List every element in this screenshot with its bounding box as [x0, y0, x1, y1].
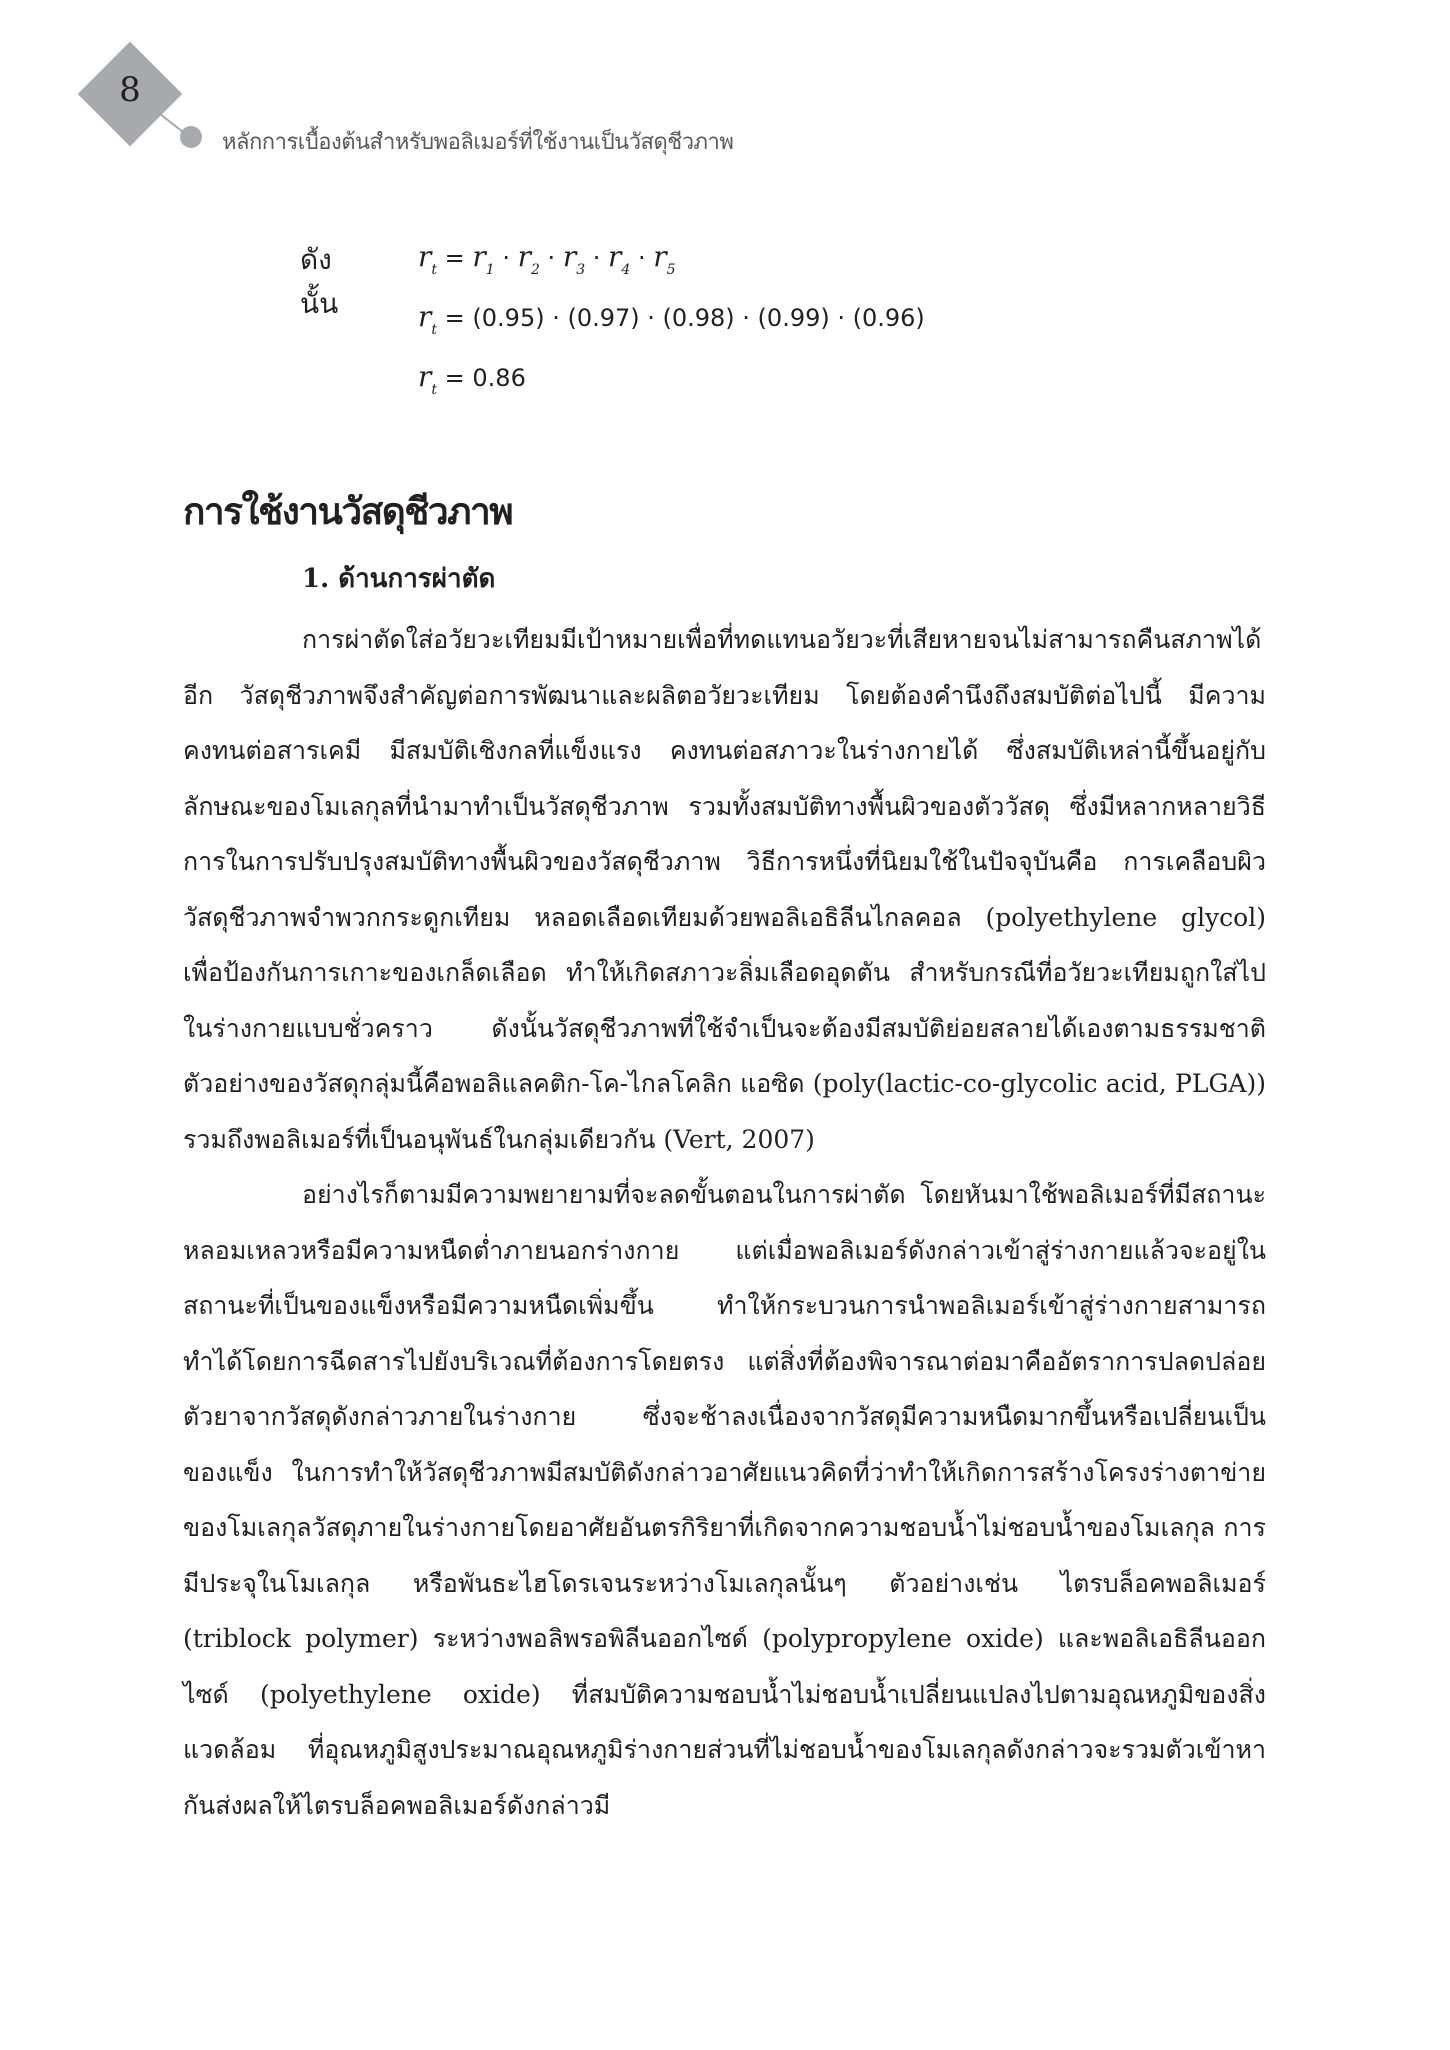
body-text — [183, 612, 1266, 1833]
formula-expression-2: $r_t = (0.95) \cdot (0.97) \cdot (0.98) \cdot (0.99) \cdot (0.96)$ — [418, 300, 925, 338]
formula-expression-1: $r_t = r_1 \cdot r_2 \cdot r_3 \cdot r_4 \cdot r_5$ — [418, 240, 676, 278]
formula-lead-word: ดังนั้น — [300, 243, 339, 320]
header-bullet-dot — [180, 126, 202, 148]
paragraph: อย่างไรก็ตามมีความพยายามที่จะลดขั้นตอนในการผ่าตัด โดยหันมาใช้พอลิเมอร์ที่มีสถานะหลอมเหลวหรือมีความหนืดต่ำภายนอกร่างกาย แต่เมื่อพอลิเมอร์ดังกล่าวเข้าสู่ร่างกายแล้วจะอยู่ในสถานะที่เป็นของแข็งหรือมีความหนืดเพิ่มขึ้น ทำให้กระบวนการนำพอลิเมอร์เข้าสู่ร่างกายสามารถทำได้โดยการฉีดสารไปยังบริเวณที่ต้องการโดยตรง แต่สิ่งที่ต้องพิจารณาต่อมาคืออัตราการปลดปล่อยตัวยาจากวัสดุดังกล่าวภายในร่างกาย ซึ่งจะช้าลงเนื่องจากวัสดุมีความหนืดมากขึ้นหรือเปลี่ยนเป็นของแข็ง ในการทำให้วัสดุชีวภาพมีสมบัติดังกล่าวอาศัยแนวคิดที่ว่าทำให้เกิดการสร้างโครงร่างตาข่ายของโมเลกุลวัสดุภายในร่างกายโดยอาศัยอันตรกิริยาที่เกิดจากความชอบน้ำไม่ชอบน้ำของโมเลกุล การมีประจุในโมเลกุล หรือพันธะไฮโดรเจนระหว่างโมเลกุลนั้นๆ ตัวอย่างเช่น ไตรบล็อคพอลิเมอร์ (triblock polymer) ระหว่างพอลิพรอพิลีนออกไซด์ (polypropylene oxide) และพอลิเอธิลีนออกไซด์ (polyethylene oxide) ที่สมบัติความชอบน้ำไม่ชอบน้ำเปลี่ยนแปลงไปตามอุณหภูมิของสิ่งแวดล้อม ที่อุณหภูมิสูงประมาณอุณหภูมิร่างกายส่วนที่ไม่ชอบน้ำของโมเลกุลดังกล่าวจะรวมตัวเข้าหากันส่งผลให้ไตรบล็อคพอลิเมอร์ดังกล่าวมี — [183, 1180, 1266, 1820]
formula-factor: $r_4$ — [608, 240, 631, 278]
formula-variable: $r_t$ — [418, 300, 438, 338]
formula-factor: $r_5$ — [653, 240, 676, 278]
section-heading: การใช้งานวัสดุชีวภาพ — [183, 490, 513, 533]
page-number-badge — [78, 42, 182, 146]
formula-factor: $r_2$ — [517, 240, 540, 278]
formula-result: 0.86 — [472, 364, 526, 392]
paragraph: การผ่าตัดใส่อวัยวะเทียมมีเป้าหมายเพื่อที่ทดแทนอวัยวะที่เสียหายจนไม่สามารถคืนสภาพได้อีก วัสดุชีวภาพจึงสำคัญต่อการพัฒนาและผลิตอวัยวะเทียม โดยต้องคำนึงถึงสมบัติต่อไปนี้ มีความคงทนต่อสารเคมี มีสมบัติเชิงกลที่แข็งแรง คงทนต่อสภาวะในร่างกายได้ ซึ่งสมบัติเหล่านี้ขึ้นอยู่กับลักษณะของโมเลกุลที่นำมาทำเป็นวัสดุชีวภาพ รวมทั้งสมบัติทางพื้นผิวของตัววัสดุ ซึ่งมีหลากหลายวิธีการในการปรับปรุงสมบัติทางพื้นผิวของวัสดุชีวภาพ วิธีการหนึ่งที่นิยมใช้ในปัจจุบันคือ การเคลือบผิววัสดุชีวภาพจำพวกกระดูกเทียม หลอดเลือดเทียมด้วยพอลิเอธิลีนไกลคอล (polyethylene glycol) เพื่อป้องกันการเกาะของเกล็ดเลือด ทำให้เกิดสภาวะลิ่มเลือดอุดตัน สำหรับกรณีที่อวัยวะเทียมถูกใส่ไปในร่างกายแบบชั่วคราว ดังนั้นวัสดุชีวภาพที่ใช้จำเป็นจะต้องมีสมบัติย่อยสลายได้เองตามธรรมชาติ ตัวอย่างของวัสดุกลุ่มนี้คือพอลิแลคติก-โค-ไกลโคลิก แอซิด (poly(lactic-co-glycolic acid, PLGA)) รวมถึงพอลิเมอร์ที่เป็นอนุพันธ์ในกลุ่มเดียวกัน (Vert, 2007) — [183, 625, 1266, 1154]
running-header: หลักการเบื้องต้นสำหรับพอลิเมอร์ที่ใช้งานเป็นวัสดุชีวภาพ — [222, 130, 734, 155]
formula-variable: $r_t$ — [418, 240, 438, 278]
formula-factor: $r_3$ — [562, 240, 586, 278]
formula-variable: $r_t$ — [418, 360, 438, 398]
formula-expression-3: $r_t = 0.86$ — [418, 360, 526, 398]
page-number: 8 — [119, 70, 141, 110]
formula-factor: $r_1$ — [472, 240, 495, 278]
formula-values: (0.95) · (0.97) · (0.98) · (0.99) · (0.96) — [472, 304, 925, 332]
subsection-heading: 1. ด้านการผ่าตัด — [302, 564, 496, 594]
